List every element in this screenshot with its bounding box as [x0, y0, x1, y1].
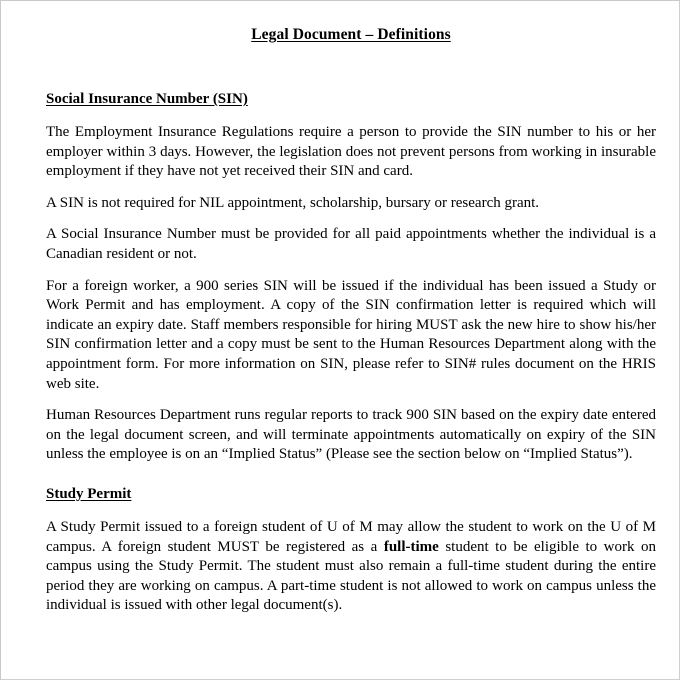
paragraph-sin-paid-appointments: A Social Insurance Number must be provided for all paid appointments whether the individual is a Canadian resident or not. — [46, 226, 656, 262]
section-heading-sin — [46, 89, 656, 109]
paragraph-spacer — [46, 394, 656, 406]
paragraph-spacer — [46, 213, 656, 225]
section-heading-study-permit-text: Study Permit — [46, 485, 132, 502]
spacer-after-study-permit-heading — [46, 504, 656, 518]
spacer-after-sin-heading — [46, 109, 656, 123]
study-permit-text-after-bold: student to be eligible to work on campus using the Study Permit. The student must also remain a full-time student during the entire period they are working on campus. A part-time student is not allowed to work on campus unless the individual is issued with other legal document(s). — [46, 538, 657, 614]
paragraph-sin-not-required: A SIN is not required for NIL appointment, scholarship, bursary or research grant. — [46, 194, 540, 211]
study-permit-bold-fulltime: full-time — [383, 538, 439, 555]
section-heading-sin-text: Social Insurance Number (SIN) — [46, 91, 248, 107]
paragraph-hr-reports-expiry: Human Resources Department runs regular reports to track 900 SIN based on the expiry date entered on the legal document screen, and will terminate appointments automatically on expiry of the SIN unless the employee is on an “Implied Status” (Please see the section below on “Implied Status”). — [46, 407, 656, 463]
paragraph-spacer — [46, 265, 656, 277]
paragraph-spacer — [46, 182, 656, 194]
document-body — [46, 25, 656, 616]
paragraph-sin-employer-requirement: The Employment Insurance Regulations require a person to provide the SIN number to his or her employer within 3 days. However, the legislation does not prevent persons from working in insurable employment if they have not yet received their SIN and card. — [46, 124, 656, 180]
paragraph-foreign-worker-900-series: For a foreign worker, a 900 series SIN will be issued if the individual has been issued a Study or Work Permit and has employment. A copy of the SIN confirmation letter is required which will indicate an expiry date. Staff members responsible for hiring MUST ask the new hire to show his/her SIN confirmation letter and a copy must be sent to the Human Resources Department along with the appointment form. For more information on SIN, please refer to SIN# rules document on the HRIS web site. — [46, 277, 656, 392]
page-title — [46, 25, 656, 45]
section-heading-study-permit — [46, 484, 656, 504]
study-permit-text-before-bold: A Study Permit issued to a foreign student of U of M may allow the student to work on the U of M campus. A foreign student MUST be registered as a — [46, 518, 656, 555]
title-spacer — [46, 45, 656, 89]
spacer-before-study-permit-heading — [46, 465, 656, 484]
page-title-text: Legal Document – Definitions — [251, 26, 451, 43]
paragraph-study-permit-details — [46, 518, 656, 616]
